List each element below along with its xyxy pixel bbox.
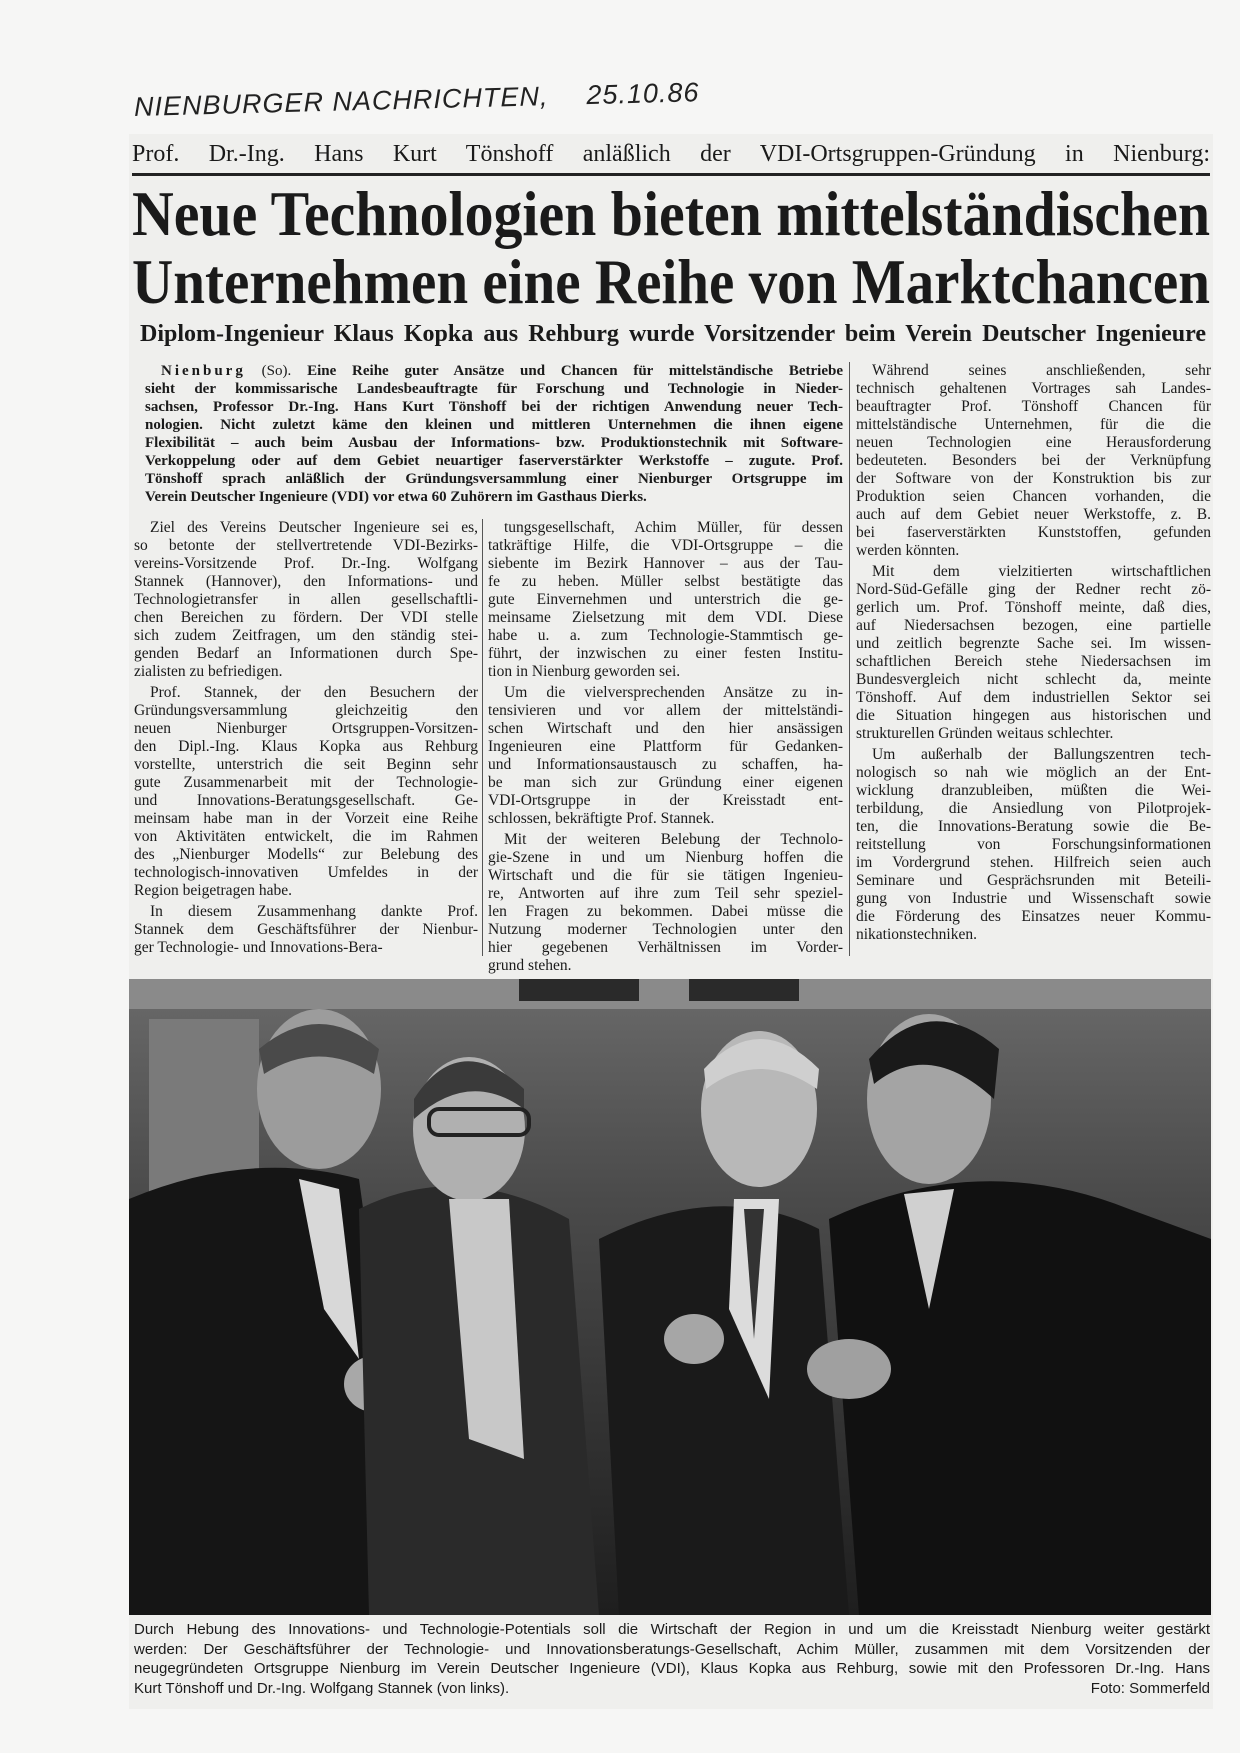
text-line: Um die vielversprechenden Ansätze zu in- xyxy=(504,684,843,701)
paragraph xyxy=(134,519,478,681)
text-line: neuen Technologien eine Herausforderung xyxy=(856,434,1211,451)
text-line: VDI-Ortsgruppe in der Kreisstadt ent- xyxy=(488,792,843,809)
handwritten-source-note xyxy=(134,77,700,123)
text-line: und Informationsaustausch zu schaffen, ha- xyxy=(488,756,843,773)
text-line: re, Antworten auf ihre zum Teil sehr speziel- xyxy=(488,885,843,902)
column-divider xyxy=(482,519,483,956)
text-line: schen Wirtschaft und den hier ansässigen xyxy=(488,720,843,737)
text-line: bedeuteten. Besonders bei der Verknüpfung xyxy=(856,452,1211,469)
paragraph xyxy=(856,563,1211,743)
author-tag: (So). xyxy=(261,363,292,379)
text-line: im Vordergrund stehen. Hilfreich seien auch xyxy=(856,854,1211,871)
text-line: ger Technologie- und Innovations-Bera- xyxy=(134,939,383,956)
text-line: Ingenieuren eine Plattform für Gedanken- xyxy=(488,738,843,755)
caption-line: neugegründeten Ortsgruppe Nienburg im Verein Deutscher Ingenieure (VDI), Klaus Kopka aus Rehburg, sowie mit den Professoren Dr.-Ing. Hans xyxy=(134,1660,1210,1677)
text-line: grund stehen. xyxy=(488,957,572,974)
text-line: bei faserverstärkten Kunststoffen, gefunden xyxy=(856,524,1211,541)
text-line: des „Nienburger Modells“ zur Belebung des xyxy=(134,846,478,863)
text-line: Um außerhalb der Ballungszentren tech- xyxy=(872,746,1211,763)
subheadline xyxy=(140,321,1206,348)
lead-line: nologien. Nicht zuletzt käme den kleinen und mittleren Unternehmen die ihnen eigene xyxy=(145,417,843,433)
text-line: den Dipl.-Ing. Klaus Kopka aus Rehburg xyxy=(134,738,478,755)
text-line: schlossen, bekräftigte Prof. Stannek. xyxy=(488,810,715,827)
text-line: Stannek dem Geschäftsführer der Nienbur- xyxy=(134,921,478,938)
lead-line: Verkoppelung oder auf dem Gebiet neuartiger faserverstärkter Werkstoffe – zugute. Prof. xyxy=(145,453,843,469)
text-line: neuen Nienburger Ortsgruppen-Vorsitzen- xyxy=(134,720,478,737)
text-line: wicklung dranzubleiben, müßten die Wei- xyxy=(856,782,1211,799)
text-line: terbildung, die Ansiedlung von Pilotprojek- xyxy=(856,800,1211,817)
text-line: beauftragter Prof. Tönshoff Chancen für xyxy=(856,398,1211,415)
text-line: Nord-Süd-Gefälle ging der Redner recht zö- xyxy=(856,581,1211,598)
caption-last-row xyxy=(134,1679,1210,1699)
text-line: die Situation hingegen aus historischen und xyxy=(856,707,1211,724)
text-line: vorstellte, unterstrich die seit Beginn sehr xyxy=(134,756,478,773)
text-line: werden könnten. xyxy=(856,542,960,559)
kicker-text: Prof. Dr.-Ing. Hans Kurt Tönshoff anläßlich der VDI-Ortsgruppen-Gründung in Nienburg: xyxy=(132,141,1210,167)
text-line: Stannek (Hannover), den Informations- und xyxy=(134,573,478,590)
text-line: hier gegebenen Verhältnissen im Vorder- xyxy=(488,939,843,956)
text-line: führt, der inzwischen zu einer festen Institu- xyxy=(488,645,843,662)
text-line: so betonte der stellvertretende VDI-Bezirks- xyxy=(134,537,478,554)
caption-line: Kurt Tönshoff und Dr.-Ing. Wolfgang Stannek (von links). xyxy=(134,1679,510,1697)
paragraph xyxy=(856,362,1211,560)
text-line: Region beigetragen habe. xyxy=(134,882,292,899)
text-line: technisch gehaltenen Vortrages sah Landes- xyxy=(856,380,1211,397)
article-column-1 xyxy=(134,519,478,960)
text-line: chen Bereichen zu fördern. Der VDI stelle xyxy=(134,609,478,626)
text-line: Ziel des Vereins Deutscher Ingenieure sei es, xyxy=(150,519,478,536)
lead-line: Flexibilität – auch beim Ausbau der Informations- bzw. Produktionstechnik mit Software- xyxy=(145,435,843,451)
text-line: gerlich um. Prof. Tönshoff meinte, daß dies, xyxy=(856,599,1211,616)
text-line: auf Niedersachsen bezogen, eine partielle xyxy=(856,617,1211,634)
text-line: Gründungsversammlung gleichzeitig den xyxy=(134,702,478,719)
text-line: mittelständische Unternehmen, für die die xyxy=(856,416,1211,433)
text-line: nologisch so nah wie möglich an der Ent- xyxy=(856,764,1211,781)
headline xyxy=(132,180,1210,316)
lead-line: Verein Deutscher Ingenieure (VDI) vor etwa 60 Zuhörern im Gasthaus Dierks. xyxy=(145,489,647,505)
lead-line: Tönshoff sprach anläßlich der Gründungsversammlung einer Nienburger Ortsgruppe im xyxy=(145,471,843,487)
text-line: be man sich zur Gründung einer eigenen xyxy=(488,774,843,791)
paragraph xyxy=(488,831,843,975)
text-line: die Förderung des Einsatzes neuer Kommu- xyxy=(856,908,1211,925)
paragraph xyxy=(134,684,478,900)
text-line: meinsam habe man in der Vorzeit eine Reihe xyxy=(134,810,478,827)
lead-paragraph xyxy=(145,362,843,506)
text-line: In diesem Zusammenhang dankte Prof. xyxy=(150,903,478,920)
text-line: und Innovations-Beratungsgesellschaft. Ge- xyxy=(134,792,478,809)
text-line: habe u. a. zum Technologie-Stammtisch ge- xyxy=(488,627,843,644)
text-line: auch auf dem Gebiet neuer Werkstoffe, z. B. xyxy=(856,506,1211,523)
lead-text: Eine Reihe guter Ansätze und Chancen für mittelständische Betriebe xyxy=(307,363,843,379)
kicker-line xyxy=(132,141,1210,168)
lead-line xyxy=(145,362,843,380)
text-line: tungsgesellschaft, Achim Müller, für dessen xyxy=(504,519,843,536)
caption-line: werden: Der Geschäftsführer der Technologie- und Innovationsberatungs-Gesellschaft, Achim Müller, zusammen mit dem Vorsitzenden der xyxy=(134,1640,1210,1658)
text-line: Wirtschaft und die für sie tätigen Ingenieu- xyxy=(488,867,843,884)
text-line: technologisch-innovativen Umfeldes in der xyxy=(134,864,478,881)
text-line: ten, die Innovations-Beratung sowie die Be- xyxy=(856,818,1211,835)
text-line: Mit der weiteren Belebung der Technolo- xyxy=(504,831,843,848)
kicker-rule xyxy=(132,173,1210,176)
text-line: strukturellen Gründen weitaus schlechter. xyxy=(856,725,1114,742)
text-line: len Fragen zu bekommen. Dabei müsse die xyxy=(488,903,843,920)
source-name: NIENBURGER NACHRICHTEN, xyxy=(133,81,549,122)
text-line: Während seines anschließenden, sehr xyxy=(872,362,1211,379)
text-line: Bundesvergleich nicht schlecht da, meinte xyxy=(856,671,1211,688)
lead-line: sieht der kommissarische Landesbeauftragte für Forschung und Technologie in Nieder- xyxy=(145,381,843,397)
photo-credit: Foto: Sommerfeld xyxy=(1090,1679,1210,1697)
photo-caption xyxy=(134,1620,1210,1698)
paragraph xyxy=(488,519,843,681)
text-line: von Aktivitäten entwickelt, die im Rahmen xyxy=(134,828,478,845)
caption-line: Durch Hebung des Innovations- und Technologie-Potentials soll die Wirtschaft der Region in und um die Kreisstadt Nienburg weiter gestärkt xyxy=(134,1621,1210,1638)
text-line: reitstellung von Forschungsinformationen xyxy=(856,836,1211,853)
text-line: vereins-Vorsitzende Prof. Dr.-Ing. Wolfgang xyxy=(134,555,478,572)
article-column-3 xyxy=(856,362,1211,947)
text-line: tion in Nienburg geworden sei. xyxy=(488,663,681,680)
text-line: Seminare und Gesprächsrunden mit Beteili- xyxy=(856,872,1211,889)
text-line: und zeitlich begrenzte Sache sei. Im wissen- xyxy=(856,635,1211,652)
text-line: Nutzung moderner Technologien unter den xyxy=(488,921,843,938)
text-line: fe zu heben. Müller selbst bestätigte das xyxy=(488,573,843,590)
text-line: schaftlichen Bereich stehe Niedersachsen im xyxy=(856,653,1211,670)
source-date: 25.10.86 xyxy=(585,77,700,111)
text-line: tensivieren und vor allem der mittelständi- xyxy=(488,702,843,719)
photo-four-men xyxy=(129,979,1211,1615)
text-line: siebente im Bezirk Hannover – aus der Tau- xyxy=(488,555,843,572)
dateline: Nienburg xyxy=(161,363,246,379)
text-line: gie-Szene in und um Nienburg hoffen die xyxy=(488,849,843,866)
news-photo xyxy=(129,979,1211,1615)
text-line: gute Einvernehmen und unterstrich die ge- xyxy=(488,591,843,608)
headline-line-2: Unternehmen eine Reihe von Marktchancen xyxy=(132,246,1210,317)
text-line: tatkräftige Hilfe, die VDI-Ortsgruppe – die xyxy=(488,537,843,554)
text-line: meinsame Zielsetzung mit dem VDI. Diese xyxy=(488,609,843,626)
text-line: sich zudem Zeitfragen, um den ständig stei- xyxy=(134,627,478,644)
text-line: gung von Industrie und Wissenschaft sowie xyxy=(856,890,1211,907)
text-line: der Software von der Konstruktion bis zur xyxy=(856,470,1211,487)
paragraph xyxy=(856,746,1211,944)
text-line: Prof. Stannek, der den Besuchern der xyxy=(150,684,478,701)
text-line: Tönshoff. Auf dem industriellen Sektor sei xyxy=(856,689,1211,706)
paragraph xyxy=(488,684,843,828)
column-divider xyxy=(849,362,850,956)
subheadline-text: Diplom-Ingenieur Klaus Kopka aus Rehburg wurde Vorsitzender beim Verein Deutscher Ingenieure xyxy=(140,321,1206,347)
paragraph xyxy=(134,903,478,957)
text-line: zialisten zu befriedigen. xyxy=(134,663,283,680)
article-column-2 xyxy=(488,519,843,978)
text-line: Mit dem vielzitierten wirtschaftlichen xyxy=(872,563,1211,580)
lead-line: sachsen, Professor Dr.-Ing. Hans Kurt Tönshoff bei der richtigen Anwendung neuer Tech- xyxy=(145,399,843,415)
text-line: genden Bedarf an Informationen durch Spe- xyxy=(134,645,478,662)
text-line: Technologietransfer in allen gesellschaftli- xyxy=(134,591,478,608)
text-line: gute Zusammenarbeit mit der Technologie- xyxy=(134,774,478,791)
text-line: nikationstechniken. xyxy=(856,926,977,943)
text-line: Produktion seien Chancen vorhanden, die xyxy=(856,488,1211,505)
headline-line-1: Neue Technologien bieten mittelständischen xyxy=(132,178,1210,249)
